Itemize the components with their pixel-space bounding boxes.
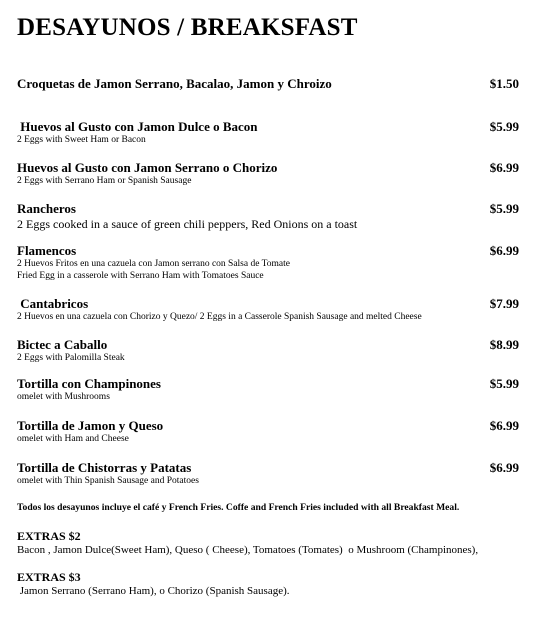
item-name: Tortilla con Champinones: [17, 376, 161, 391]
item-description: 2 Eggs with Serrano Ham or Spanish Sausage: [17, 176, 192, 186]
item-price: $7.99: [489, 296, 519, 311]
item-price: $6.99: [489, 243, 519, 258]
item-description: 2 Eggs with Palomilla Steak: [17, 353, 125, 363]
item-price: $6.99: [489, 460, 519, 475]
menu-item-cantabricos: [17, 296, 519, 323]
item-price: $5.99: [489, 201, 519, 216]
item-description: omelet with Mushrooms: [17, 392, 110, 402]
menu-item-rancheros: [17, 201, 519, 232]
item-name: Huevos al Gusto con Jamon Dulce o Bacon: [17, 119, 258, 134]
breakfast-note: Todos los desayunos incluye el café y French Fries. Coffe and French Fries included with all Breakfast Meal.: [17, 502, 460, 513]
extras-2-section: [17, 529, 478, 557]
item-description: Fried Egg in a casserole with Serrano Ham with Tomatoes Sauce: [17, 271, 264, 281]
menu-item-bictec-a-caballo: [17, 337, 519, 364]
item-price: $1.50: [489, 76, 519, 91]
item-name: Tortilla de Chistorras y Patatas: [17, 460, 192, 475]
item-name: Flamencos: [17, 243, 77, 258]
item-description: 2 Eggs cooked in a sauce of green chili peppers, Red Onions on a toast: [17, 217, 358, 231]
menu-item-huevos-jamon-serrano: [17, 160, 519, 187]
menu-item-tortilla-chistorras: [17, 460, 519, 487]
item-description: omelet with Thin Spanish Sausage and Potatoes: [17, 476, 199, 486]
item-name: Tortilla de Jamon y Queso: [17, 418, 164, 433]
extras-3-section: [17, 570, 290, 598]
page-title: DESAYUNOS / BREAKSFAST: [17, 14, 358, 41]
item-description: 2 Huevos Fritos en una cazuela con Jamon serrano con Salsa de Tomate: [17, 259, 290, 269]
item-price: $6.99: [489, 160, 519, 175]
item-price: $5.99: [489, 376, 519, 391]
menu-item-huevos-jamon-dulce: [17, 119, 519, 146]
item-name: Croquetas de Jamon Serrano, Bacalao, Jamon y Chroizo: [17, 76, 332, 91]
item-description: omelet with Ham and Cheese: [17, 434, 129, 444]
item-price: $8.99: [489, 337, 519, 352]
menu-item-flamencos: [17, 243, 519, 282]
extras-heading: EXTRAS $2: [17, 529, 81, 543]
item-description: 2 Huevos en una cazuela con Chorizo y Quezo/ 2 Eggs in a Casserole Spanish Sausage and melted Cheese: [17, 312, 422, 322]
item-name: Rancheros: [17, 201, 76, 216]
extras-heading: EXTRAS $3: [17, 570, 81, 584]
item-price: $5.99: [489, 119, 519, 134]
item-name: Bictec a Caballo: [17, 337, 108, 352]
menu-item-tortilla-champinones: [17, 376, 519, 403]
item-name: Cantabricos: [17, 296, 89, 311]
menu-item-croquetas: [17, 76, 519, 91]
menu-item-tortilla-jamon-queso: [17, 418, 519, 445]
extras-text: Jamon Serrano (Serrano Ham), o Chorizo (Spanish Sausage).: [17, 585, 290, 597]
item-description: 2 Eggs with Sweet Ham or Bacon: [17, 135, 146, 145]
item-price: $6.99: [489, 418, 519, 433]
extras-text: Bacon , Jamon Dulce(Sweet Ham), Queso ( Cheese), Tomatoes (Tomates) o Mushroom (Champinones),: [17, 544, 479, 556]
item-name: Huevos al Gusto con Jamon Serrano o Chorizo: [17, 160, 278, 175]
